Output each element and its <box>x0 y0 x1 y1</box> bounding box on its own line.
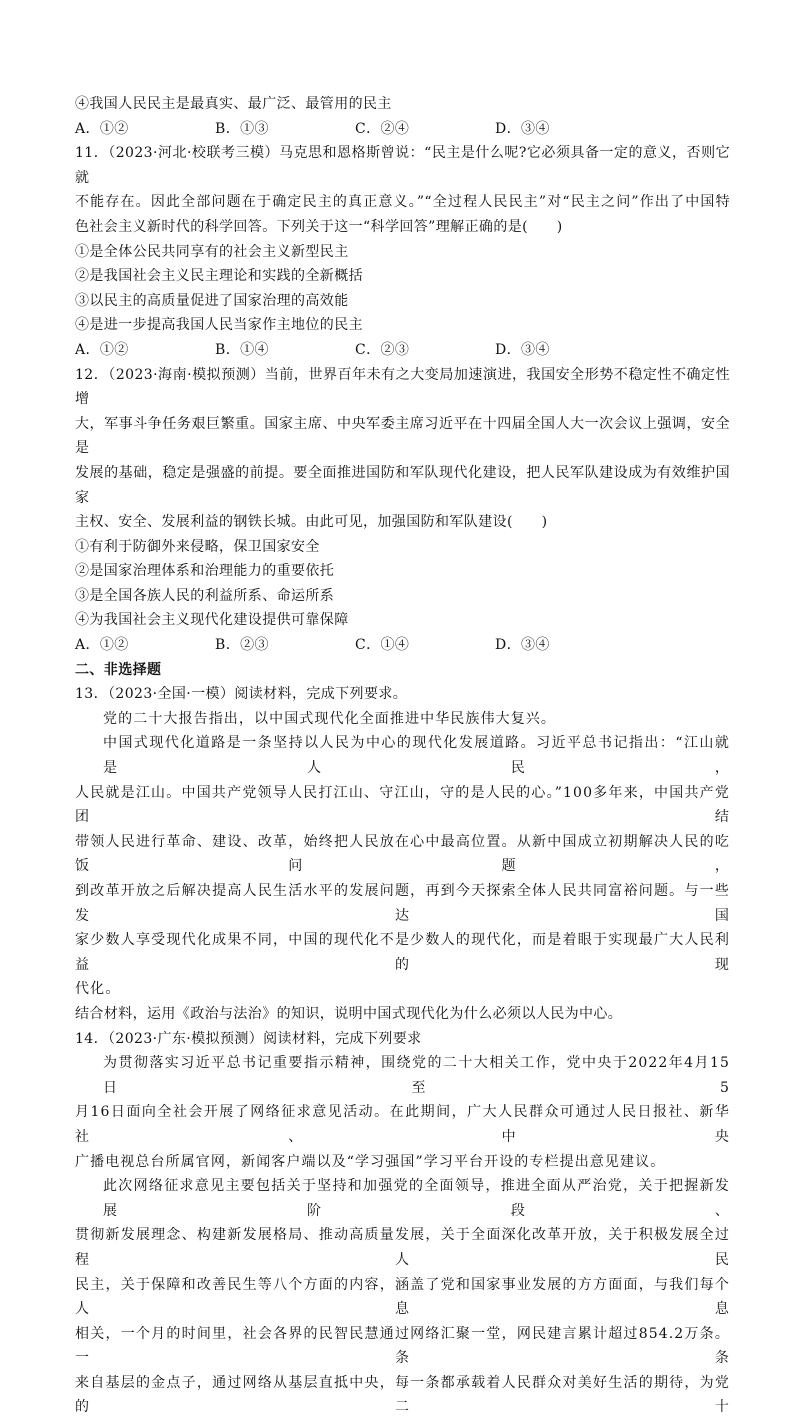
q11-options <box>75 338 730 363</box>
q12-statement-1: ①有利于防御外来侵略，保卫国家安全 <box>75 538 320 555</box>
q12-statement-2: ②是国家治理体系和治理能力的重要依托 <box>75 563 335 580</box>
q13-question: 结合材料，运用《政治与法治》的知识，说明中国式现代化为什么必须以人民为中心。 <box>75 1005 623 1022</box>
q11-stem-line-2: 不能存在。因此全部问题在于确定民主的真正意义。”“全过程人民民主”对“民主之问”作出了中国特 <box>75 194 730 211</box>
section-heading-non-choice: 二、非选择题 <box>75 661 162 678</box>
q14-intro: 14．（2023·广东·模拟预测）阅读材料，完成下列要求 <box>75 1030 422 1047</box>
q11-option-d[interactable]: D．③④ <box>495 341 550 358</box>
q14-material-line-7: 相关，一个月的时间里，社会各界的民智民慧通过网络汇聚一堂，网民建言累计超过854.2万条。一条条 <box>75 1325 730 1367</box>
q11-option-c[interactable]: C．②③ <box>355 341 410 358</box>
q13-intro: 13．（2023·全国·一模）阅读材料，完成下列要求。 <box>75 686 408 703</box>
q10-statement-4: ④我国人民民主是最真实、最广泛、最管用的民主 <box>75 96 392 112</box>
q11-stem-line-1: 11．（2023·河北·校联考三模）马克思和恩格斯曾说：“民主是什么呢?它必须具备一定的意义，否则它就 <box>75 145 730 186</box>
q14-material-line-3: 广播电视总台所属官网，新闻客户端以及“学习强国”学习平台开设的专栏提出意见建议。 <box>75 1153 666 1170</box>
q14-material-line-5: 贯彻新发展理念、构建新发展格局、推动高质量发展，关于全面深化改革开放，关于积极发展全过程人民 <box>75 1227 730 1268</box>
q12-stem-line-1: 12．（2023·海南·模拟预测）当前，世界百年未有之大变局加速演进，我国安全形势不稳定性不确定性增 <box>75 366 730 408</box>
q14-material-line-4: 此次网络征求意见主要包括关于坚持和加强党的全面领导，推进全面从严治党，关于把握新发展阶段、 <box>103 1178 730 1219</box>
q10-option-b[interactable]: B．①③ <box>215 120 269 137</box>
q13-material-line-6: 家少数人享受现代化成果不同，中国的现代化不是少数人的现代化，而是着眼于实现最广大人民利益的现 <box>75 932 730 973</box>
q13-material-line-5: 到改革开放之后解决提高人民生活水平的发展问题，再到今天探索全体人民共同富裕问题。与一些发达国 <box>75 883 730 924</box>
q10-option-a[interactable]: A．①② <box>75 120 129 137</box>
q11-statement-4: ④是进一步提高我国人民当家作主地位的民主 <box>75 317 363 334</box>
q13-material-line-2: 中国式现代化道路是一条坚持以人民为中心的现代化发展道路。习近平总书记指出：“江山就是人民， <box>103 735 730 777</box>
q11-stem-line-3: 色社会主义新时代的科学回答。下列关于这一“科学回答”理解正确的是( ) <box>75 218 563 235</box>
q10-option-d[interactable]: D．③④ <box>495 120 550 137</box>
q12-option-a[interactable]: A．①② <box>75 637 129 654</box>
q14-material-line-6: 民主，关于保障和改善民生等八个方面的内容，涵盖了党和国家事业发展的方方面面，与我们每个人息息 <box>75 1276 730 1318</box>
q13-material-line-3: 人民就是江山。中国共产党领导人民打江山、守江山，守的是人民的心。”100多年来，中国共产党团结 <box>75 784 730 826</box>
document-page <box>75 92 730 1420</box>
q14-material-line-1: 为贯彻落实习近平总书记重要指示精神，围绕党的二十大相关工作，党中央于2022年4月15日至5 <box>103 1055 730 1096</box>
q12-statement-3: ③是全国各族人民的利益所系、命运所系 <box>75 587 335 604</box>
q10-option-c[interactable]: C．②④ <box>355 120 410 137</box>
q12-option-d[interactable]: D．③④ <box>495 637 550 654</box>
q12-stem-line-3: 发展的基础，稳定是强盛的前提。要全面推进国防和军队现代化建设，把人民军队建设成为有效维护国家 <box>75 464 730 506</box>
q14-material-line-8: 来自基层的金点子，通过网络从基层直抵中央，每一条都承载着人民群众对美好生活的期待，为党的二十 <box>75 1374 730 1416</box>
q13-material-line-1: 党的二十大报告指出，以中国式现代化全面推进中华民族伟大复兴。 <box>103 710 556 727</box>
q12-statement-4: ④为我国社会主义现代化建设提供可靠保障 <box>75 612 349 629</box>
q11-statement-1: ①是全体公民共同享有的社会主义新型民主 <box>75 243 349 260</box>
q12-option-c[interactable]: C．①④ <box>355 637 410 654</box>
q11-option-a[interactable]: A．①② <box>75 341 129 358</box>
q11-statement-3: ③以民主的高质量促进了国家治理的高效能 <box>75 292 349 309</box>
q13-material-line-7: 代化。 <box>75 981 121 998</box>
q12-stem-line-2: 大，军事斗争任务艰巨繁重。国家主席、中央军委主席习近平在十四届全国人大一次会议上强调，安全是 <box>75 415 730 457</box>
q12-option-b[interactable]: B．②③ <box>215 637 269 654</box>
q12-stem-line-4: 主权、安全、发展利益的钢铁长城。由此可见，加强国防和军队建设( ) <box>75 514 548 531</box>
q12-options <box>75 633 730 658</box>
q14-material-line-2: 月16日面向全社会开展了网络征求意见活动。在此期间，广大人民群众可通过人民日报社、新华社、中央 <box>75 1104 730 1145</box>
q13-material-line-4: 带领人民进行革命、建设、改革，始终把人民放在心中最高位置。从新中国成立初期解决人民的吃饭问题， <box>75 833 730 875</box>
q11-option-b[interactable]: B．①④ <box>215 341 269 358</box>
q11-statement-2: ②是我国社会主义民主理论和实践的全新概括 <box>75 268 363 285</box>
q10-options <box>75 117 730 142</box>
